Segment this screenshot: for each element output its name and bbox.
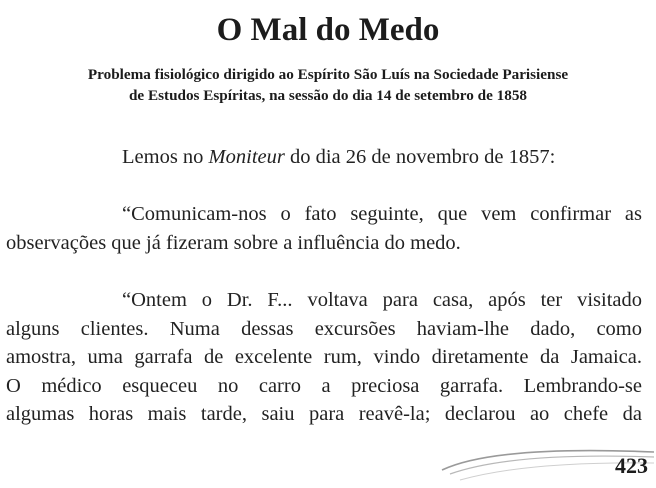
paragraph-1-after: do dia 26 de novembro de 1857: (284, 146, 556, 168)
subtitle-line-1: Problema fisiológico dirigido ao Espírito São Luís na Sociedade Parisiense (87, 66, 569, 83)
page-number: 423 (615, 453, 648, 478)
newspaper-name: Moniteur (208, 146, 285, 168)
paragraph-3-line-3: amostra, uma garrafa de excelente rum, vindo diretamente da Jamaica. (6, 346, 642, 369)
paragraph-1 (6, 143, 642, 172)
paragraph-3-line-1: “Ontem o Dr. F... voltava para casa, após ter visitado (122, 289, 642, 311)
paragraph-3-line-2: alguns clientes. Numa dessas excursões haviam-lhe dado, como (6, 317, 642, 340)
chapter-title: O Mal do Medo (216, 12, 440, 48)
paragraph-3 (6, 286, 642, 429)
paragraph-2: “Comunicam-nos o fato seguinte, que vem confirmar as observações que já fizeram sobre a influência do medo. (6, 203, 642, 254)
paragraph-3-line-5: algumas horas mais tarde, saiu para reavê-la; declarou ao chefe da (6, 403, 642, 426)
paragraph-1-before: Lemos no (122, 146, 209, 168)
subtitle-line-2: de Estudos Espíritas, na sessão do dia 14 de setembro de 1858 (128, 87, 528, 104)
paragraph-3-line-4: O médico esqueceu no carro a preciosa garrafa. Lembrando-se (6, 374, 642, 397)
chapter-subtitle (0, 64, 656, 106)
